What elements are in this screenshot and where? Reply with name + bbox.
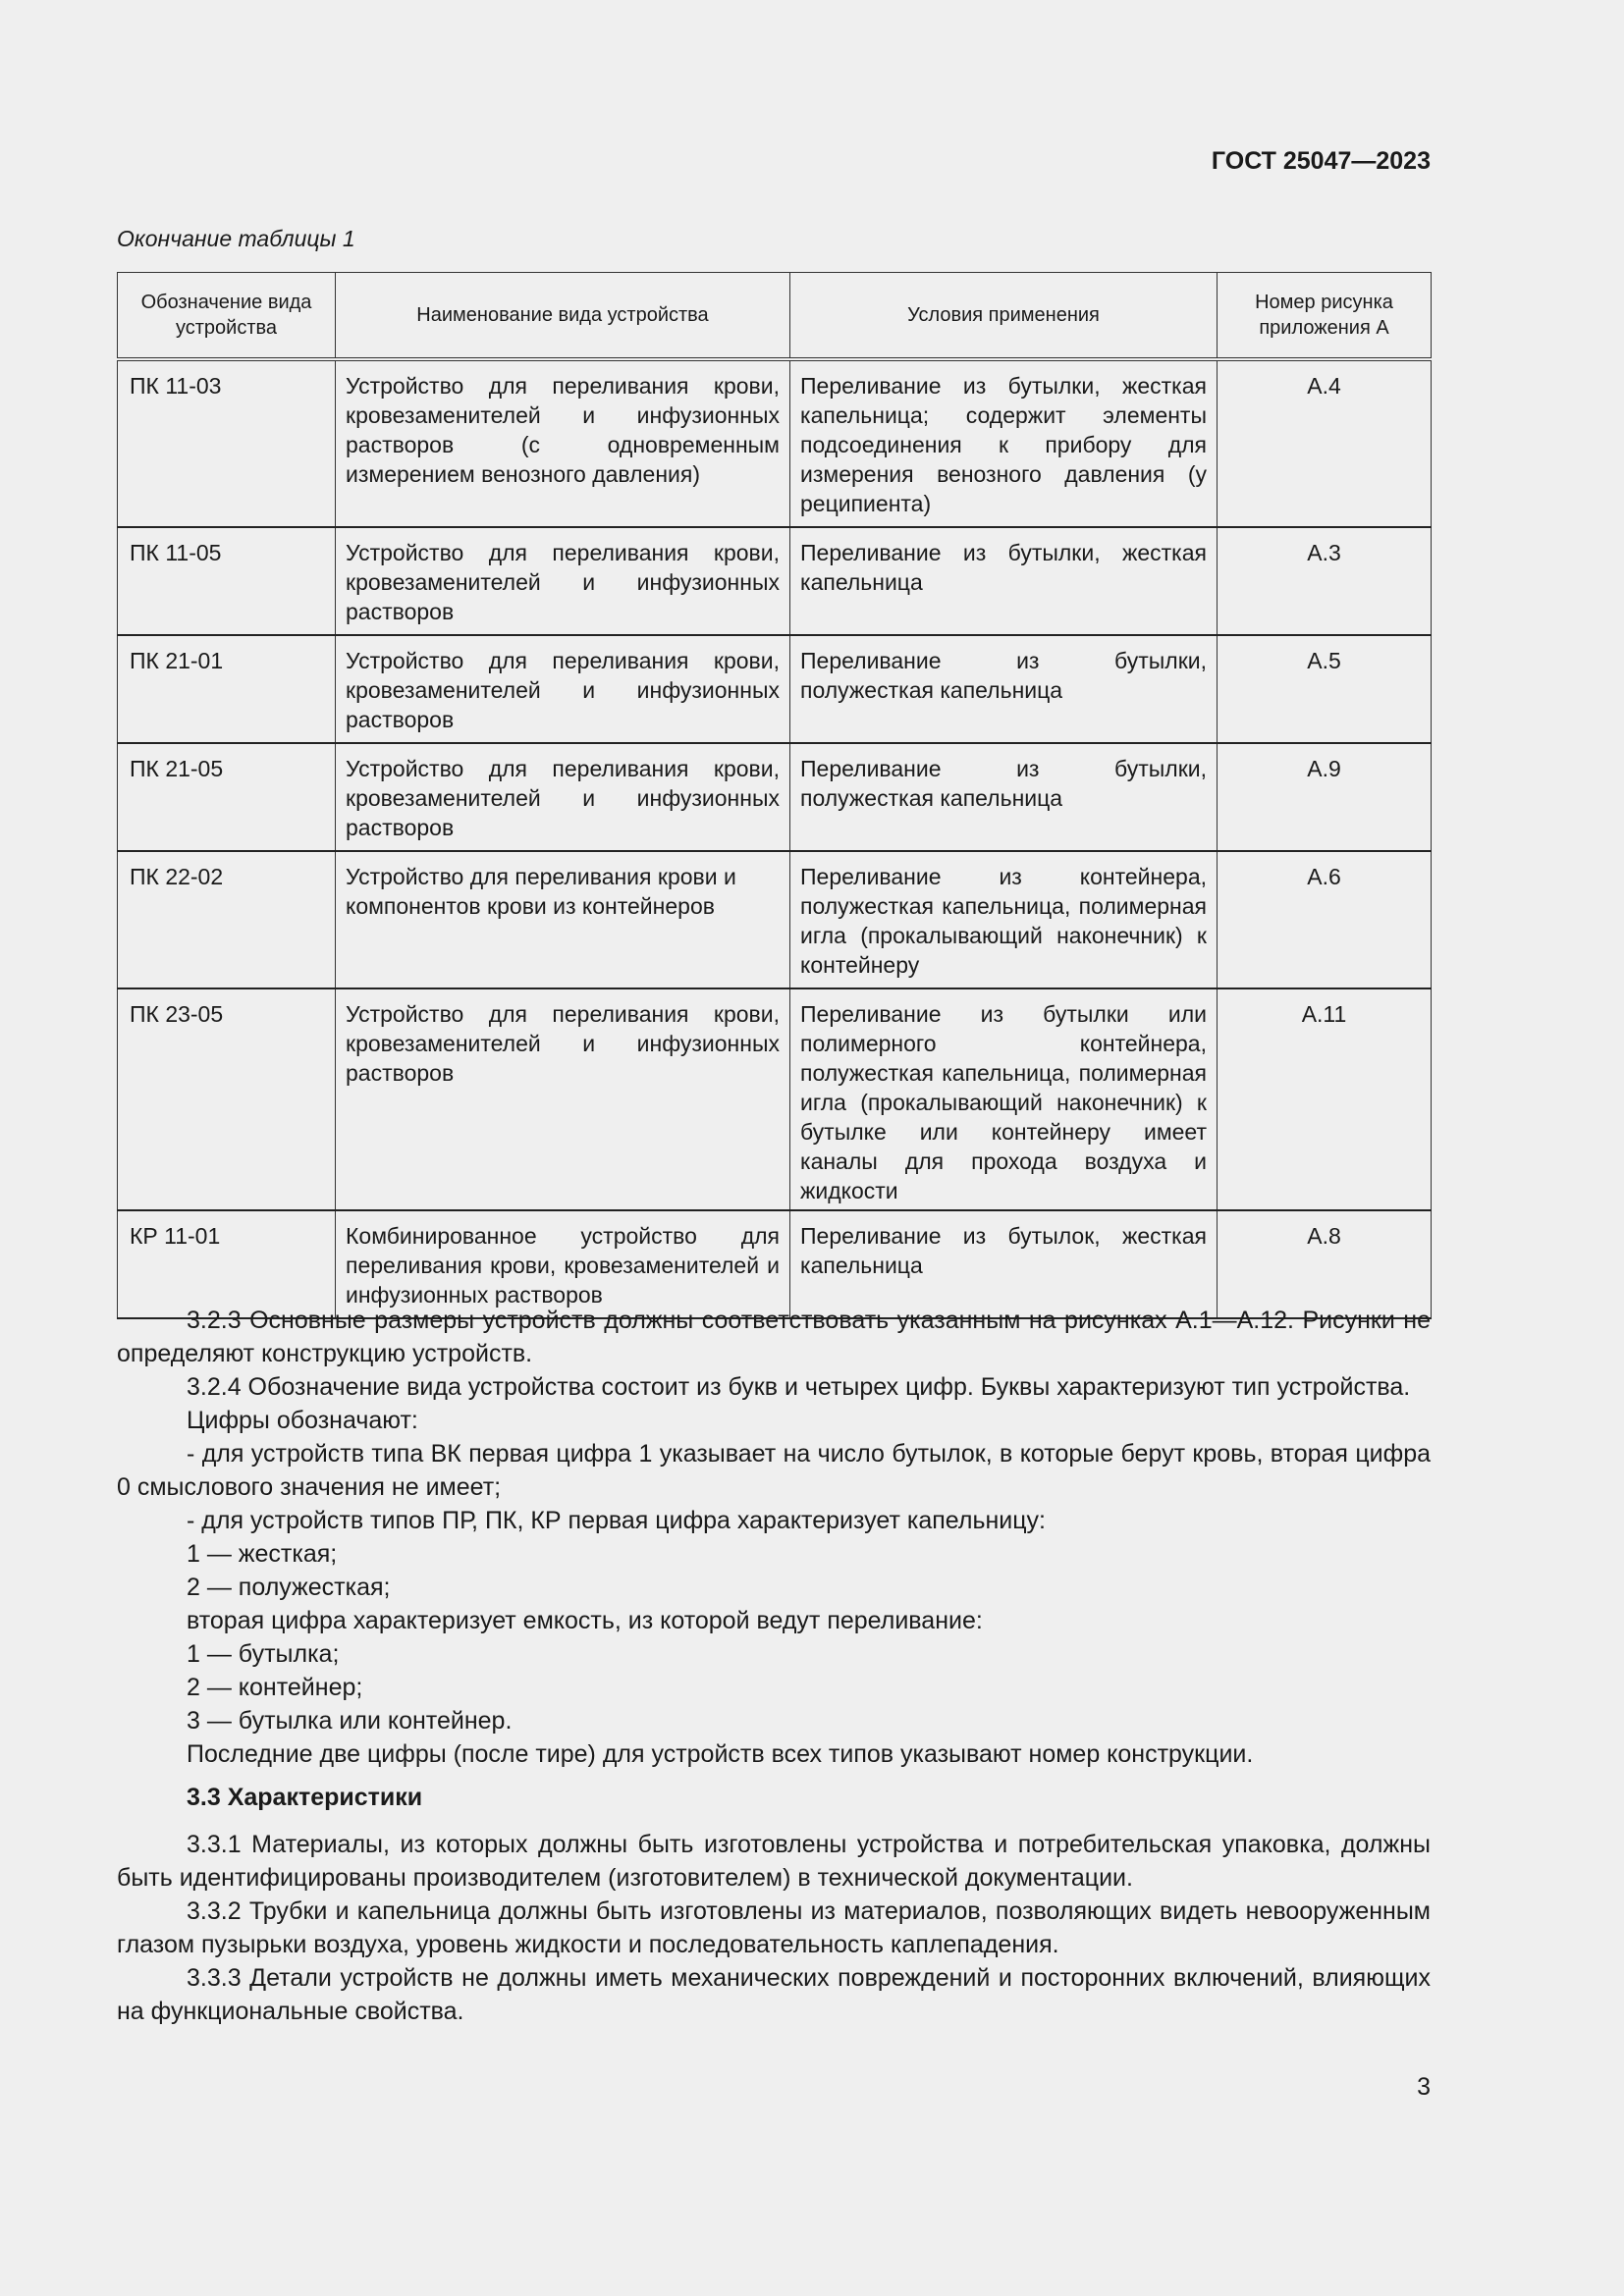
cell-figure: А.9 bbox=[1218, 743, 1432, 851]
cell-name: Устройство для переливания крови, кровезаменителей и инфузионных растворов bbox=[336, 635, 790, 743]
cell-code: ПК 11-05 bbox=[118, 527, 336, 635]
second-digit-3: 3 — бутылка или контейнер. bbox=[187, 1707, 513, 1735]
cell-code: ПК 23-05 bbox=[118, 988, 336, 1210]
cell-conditions: Переливание из контейнера, полужесткая капельница, полимерная игла (прокалывающий наконечник) к контейнеру bbox=[790, 851, 1218, 988]
cell-conditions: Переливание из бутылки, жесткая капельница bbox=[790, 527, 1218, 635]
cell-code: ПК 21-05 bbox=[118, 743, 336, 851]
body-text bbox=[117, 1304, 1431, 2028]
table-row bbox=[118, 527, 1432, 635]
paragraph-3-2-3: 3.2.3 Основные размеры устройств должны соответствовать указанным на рисунках А.1—А.12. Рисунки не определяют конструкцию устройств. bbox=[117, 1307, 1431, 1367]
section-title-3-3: 3.3 Характеристики bbox=[187, 1784, 423, 1811]
list-item-pr: - для устройств типов ПР, ПК, КР первая цифра характеризует капельницу: bbox=[187, 1507, 1046, 1534]
cell-name: Устройство для переливания крови, кровезаменителей и инфузионных растворов bbox=[336, 527, 790, 635]
cell-name: Устройство для переливания крови, кровезаменителей и инфузионных растворов (с одновременным измерением венозного давления) bbox=[336, 359, 790, 527]
table-row bbox=[118, 1210, 1432, 1318]
column-header-code: Обозначение вида устройства bbox=[118, 273, 336, 360]
paragraph-3-3-3: 3.3.3 Детали устройств не должны иметь механических повреждений и посторонних включений, влияющих на функциональные свойства. bbox=[117, 1964, 1431, 2025]
cell-code: ПК 21-01 bbox=[118, 635, 336, 743]
cell-conditions: Переливание из бутылки, полужесткая капельница bbox=[790, 743, 1218, 851]
cell-code: ПК 22-02 bbox=[118, 851, 336, 988]
paragraph-3-3-2: 3.3.2 Трубки и капельница должны быть изготовлены из материалов, позволяющих видеть невооруженным глазом пузырьки воздуха, уровень жидкости и последовательность каплепадения. bbox=[117, 1897, 1431, 1958]
device-types-table bbox=[117, 272, 1432, 1319]
first-digit-2: 2 — полужесткая; bbox=[187, 1574, 391, 1601]
cell-conditions: Переливание из бутылки, жесткая капельница; содержит элементы подсоединения к прибору для измерения венозного давления (у реципиента) bbox=[790, 359, 1218, 527]
column-header-figure: Номер рисунка приложения А bbox=[1218, 273, 1432, 360]
table-row bbox=[118, 743, 1432, 851]
list-item-vk: - для устройств типа ВК первая цифра 1 указывает на число бутылок, в которые берут кровь, вторая цифра 0 смыслового значения не имеет; bbox=[117, 1440, 1431, 1501]
cell-conditions: Переливание из бутылок, жесткая капельница bbox=[790, 1210, 1218, 1318]
table-row bbox=[118, 988, 1432, 1210]
last-two-digits: Последние две цифры (после тире) для устройств всех типов указывают номер конструкции. bbox=[187, 1740, 1254, 1768]
cell-name: Комбинированное устройство для переливания крови, кровезаменителей и инфузионных растворов bbox=[336, 1210, 790, 1318]
table-row bbox=[118, 851, 1432, 988]
cell-figure: А.6 bbox=[1218, 851, 1432, 988]
cell-figure: А.3 bbox=[1218, 527, 1432, 635]
column-header-conditions: Условия применения bbox=[790, 273, 1218, 360]
cell-name: Устройство для переливания крови, кровезаменителей и инфузионных растворов bbox=[336, 988, 790, 1210]
page-number: 3 bbox=[1417, 2073, 1431, 2101]
cell-figure: А.11 bbox=[1218, 988, 1432, 1210]
document-id-header: ГОСТ 25047—2023 bbox=[1211, 147, 1431, 175]
cell-figure: А.5 bbox=[1218, 635, 1432, 743]
table-row bbox=[118, 635, 1432, 743]
cell-name: Устройство для переливания крови и компонентов крови из контейнеров bbox=[336, 851, 790, 988]
column-header-name: Наименование вида устройства bbox=[336, 273, 790, 360]
cell-figure: А.4 bbox=[1218, 359, 1432, 527]
cell-code: ПК 11-03 bbox=[118, 359, 336, 527]
second-digit-1: 1 — бутылка; bbox=[187, 1640, 340, 1668]
table-container bbox=[117, 272, 1431, 1319]
table-caption: Окончание таблицы 1 bbox=[117, 226, 355, 251]
cell-conditions: Переливание из бутылки, полужесткая капельница bbox=[790, 635, 1218, 743]
cell-code: КР 11-01 bbox=[118, 1210, 336, 1318]
cell-conditions: Переливание из бутылки или полимерного контейнера, полужесткая капельница, полимерная игла (прокалывающий наконечник) к бутылке или контейнеру имеет каналы для прохода воздуха и жидкости bbox=[790, 988, 1218, 1210]
cell-name: Устройство для переливания крови, кровезаменителей и инфузионных растворов bbox=[336, 743, 790, 851]
second-digit-intro: вторая цифра характеризует емкость, из которой ведут переливание: bbox=[187, 1607, 983, 1634]
digits-intro: Цифры обозначают: bbox=[187, 1407, 418, 1434]
table-header-row bbox=[118, 273, 1432, 360]
table-row bbox=[118, 359, 1432, 527]
paragraph-3-3-1: 3.3.1 Материалы, из которых должны быть изготовлены устройства и потребительская упаковка, должны быть идентифицированы производителем (изготовителем) в технической документации. bbox=[117, 1831, 1431, 1892]
cell-figure: А.8 bbox=[1218, 1210, 1432, 1318]
first-digit-1: 1 — жесткая; bbox=[187, 1540, 338, 1568]
paragraph-3-2-4: 3.2.4 Обозначение вида устройства состоит из букв и четырех цифр. Буквы характеризуют тип устройства. bbox=[187, 1373, 1411, 1401]
second-digit-2: 2 — контейнер; bbox=[187, 1674, 363, 1701]
